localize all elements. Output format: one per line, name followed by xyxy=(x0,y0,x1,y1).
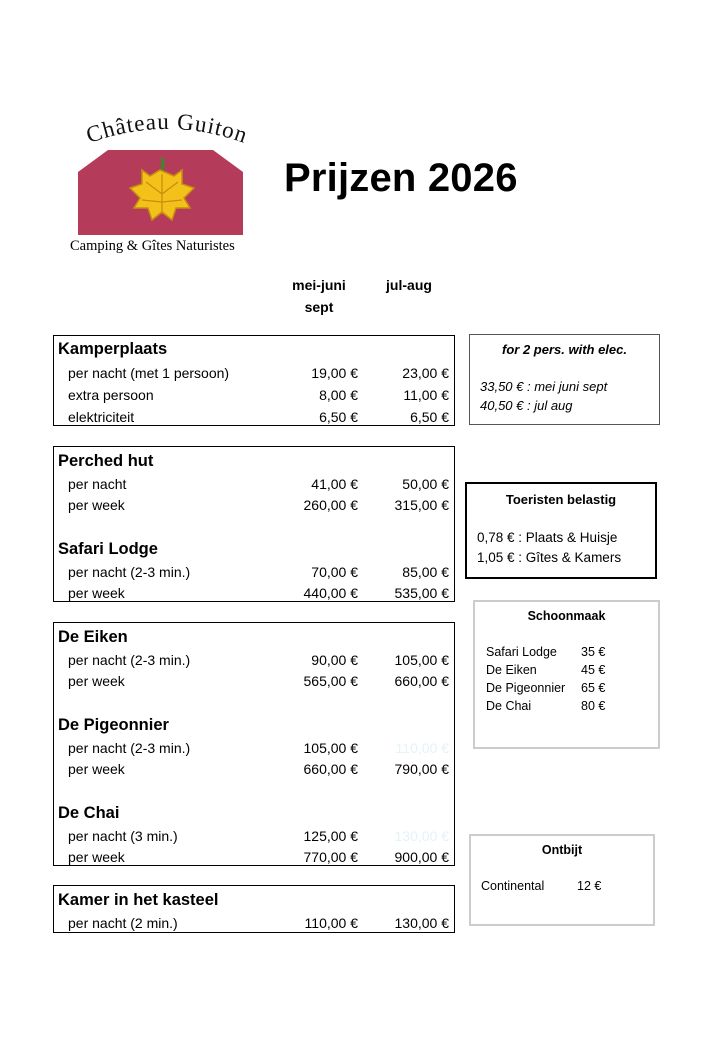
price-high: 11,00 € xyxy=(403,387,449,403)
sidebox-line: 1,05 € : Gîtes & Kamers xyxy=(477,550,622,565)
price-row xyxy=(54,846,454,868)
price-high: 130,00 € xyxy=(394,828,449,844)
breakfast-price: 12 € xyxy=(577,879,602,893)
price-high: 660,00 € xyxy=(394,673,449,689)
price-row xyxy=(54,912,454,934)
row-label: per week xyxy=(68,673,125,689)
row-label: per nacht (2-3 min.) xyxy=(68,740,191,756)
price-low: 110,00 € xyxy=(304,915,358,931)
cleaning-item-name: De Pigeonnier xyxy=(486,681,566,695)
price-high: 900,00 € xyxy=(394,849,449,865)
row-label: extra persoon xyxy=(68,387,154,403)
price-row xyxy=(54,561,454,583)
sidebox-heading: Ontbijt xyxy=(541,843,583,857)
price-box-camping xyxy=(53,335,455,426)
logo-subtitle: Camping & Gîtes Naturistes xyxy=(70,238,235,254)
price-low: 440,00 € xyxy=(303,585,358,601)
sidebox-elec xyxy=(469,334,660,425)
svg-text:Château Guiton xyxy=(83,109,251,148)
row-label: per week xyxy=(68,497,125,513)
section-title: De Chai xyxy=(58,804,120,822)
price-low: 105,00 € xyxy=(303,740,358,756)
logo-house-icon xyxy=(78,150,243,235)
price-low: 8,00 € xyxy=(319,387,358,403)
sidebox-heading: Toeristen belastig xyxy=(505,492,617,507)
cleaning-item-price: 45 € xyxy=(581,663,606,677)
price-low: 6,50 € xyxy=(319,409,358,425)
price-row xyxy=(54,384,454,406)
price-low: 770,00 € xyxy=(303,849,358,865)
column-header-low-season xyxy=(284,274,354,318)
price-low: 19,00 € xyxy=(311,365,358,381)
price-high: 6,50 € xyxy=(410,409,449,425)
price-low: 125,00 € xyxy=(303,828,358,844)
section-title: Kamperplaats xyxy=(58,340,168,358)
row-label: per nacht (2 min.) xyxy=(68,915,178,931)
column-header-line: sept xyxy=(304,299,334,315)
section-title: Kamer in het kasteel xyxy=(58,891,219,909)
price-high: 50,00 € xyxy=(402,476,449,492)
logo-name: Château Guiton xyxy=(82,108,252,148)
cleaning-item-price: 80 € xyxy=(581,699,606,713)
column-header-line: mei-juni xyxy=(292,277,346,293)
breakfast-item: Continental xyxy=(481,879,545,893)
price-box-gites xyxy=(53,622,455,866)
price-high: 110,00 € xyxy=(395,740,449,756)
cleaning-item-name: De Chai xyxy=(486,699,532,713)
cleaning-item-name: De Eiken xyxy=(486,663,537,677)
cleaning-item-price: 35 € xyxy=(581,645,606,659)
row-label: per nacht xyxy=(68,476,127,492)
row-label: per week xyxy=(68,849,125,865)
sidebox-line: 40,50 € : jul aug xyxy=(480,398,573,413)
section-title: Perched hut xyxy=(58,452,154,470)
price-box-room xyxy=(53,885,455,933)
price-row xyxy=(54,406,454,428)
cleaning-item-name: Safari Lodge xyxy=(486,645,557,659)
row-label: per week xyxy=(68,585,125,601)
price-low: 565,00 € xyxy=(303,673,358,689)
row-label: per week xyxy=(68,761,125,777)
price-row xyxy=(54,582,454,604)
price-row xyxy=(54,494,454,516)
price-low: 70,00 € xyxy=(311,564,358,580)
cleaning-item-price: 65 € xyxy=(581,681,606,695)
price-row xyxy=(54,758,454,780)
price-row xyxy=(54,825,454,847)
price-low: 660,00 € xyxy=(303,761,358,777)
price-high: 85,00 € xyxy=(402,564,449,580)
row-label: per nacht (met 1 persoon) xyxy=(68,365,230,381)
sidebox-line: 33,50 € : mei juni sept xyxy=(480,379,608,394)
section-title: De Eiken xyxy=(58,628,128,646)
sidebox-heading: for 2 pers. with elec. xyxy=(502,342,627,357)
column-header-high-season: jul-aug xyxy=(386,277,432,293)
section-title: De Pigeonnier xyxy=(58,716,169,734)
price-row xyxy=(54,649,454,671)
sidebox-breakfast xyxy=(469,834,655,926)
page-title: Prijzen 2026 xyxy=(284,156,518,200)
row-label: per nacht (3 min.) xyxy=(68,828,178,844)
price-high: 130,00 € xyxy=(394,915,449,931)
price-high: 105,00 € xyxy=(394,652,449,668)
row-label: per nacht (2-3 min.) xyxy=(68,652,191,668)
row-label: elektriciteit xyxy=(68,409,135,425)
price-high: 535,00 € xyxy=(394,585,449,601)
price-low: 260,00 € xyxy=(303,497,358,513)
row-label: per nacht (2-3 min.) xyxy=(68,564,191,580)
price-low: 41,00 € xyxy=(311,476,358,492)
price-box-huts xyxy=(53,446,455,602)
sidebox-cleaning xyxy=(473,600,660,749)
price-low: 90,00 € xyxy=(311,652,358,668)
sidebox-heading: Schoonmaak xyxy=(527,609,606,623)
section-title: Safari Lodge xyxy=(58,540,158,558)
price-row xyxy=(54,670,454,692)
price-high: 315,00 € xyxy=(394,497,449,513)
sidebox-line: 0,78 € : Plaats & Huisje xyxy=(477,530,618,545)
price-row xyxy=(54,473,454,495)
sidebox-tax xyxy=(465,482,657,579)
price-row xyxy=(54,737,454,759)
price-row xyxy=(54,362,454,384)
price-high: 23,00 € xyxy=(402,365,449,381)
price-high: 790,00 € xyxy=(394,761,449,777)
